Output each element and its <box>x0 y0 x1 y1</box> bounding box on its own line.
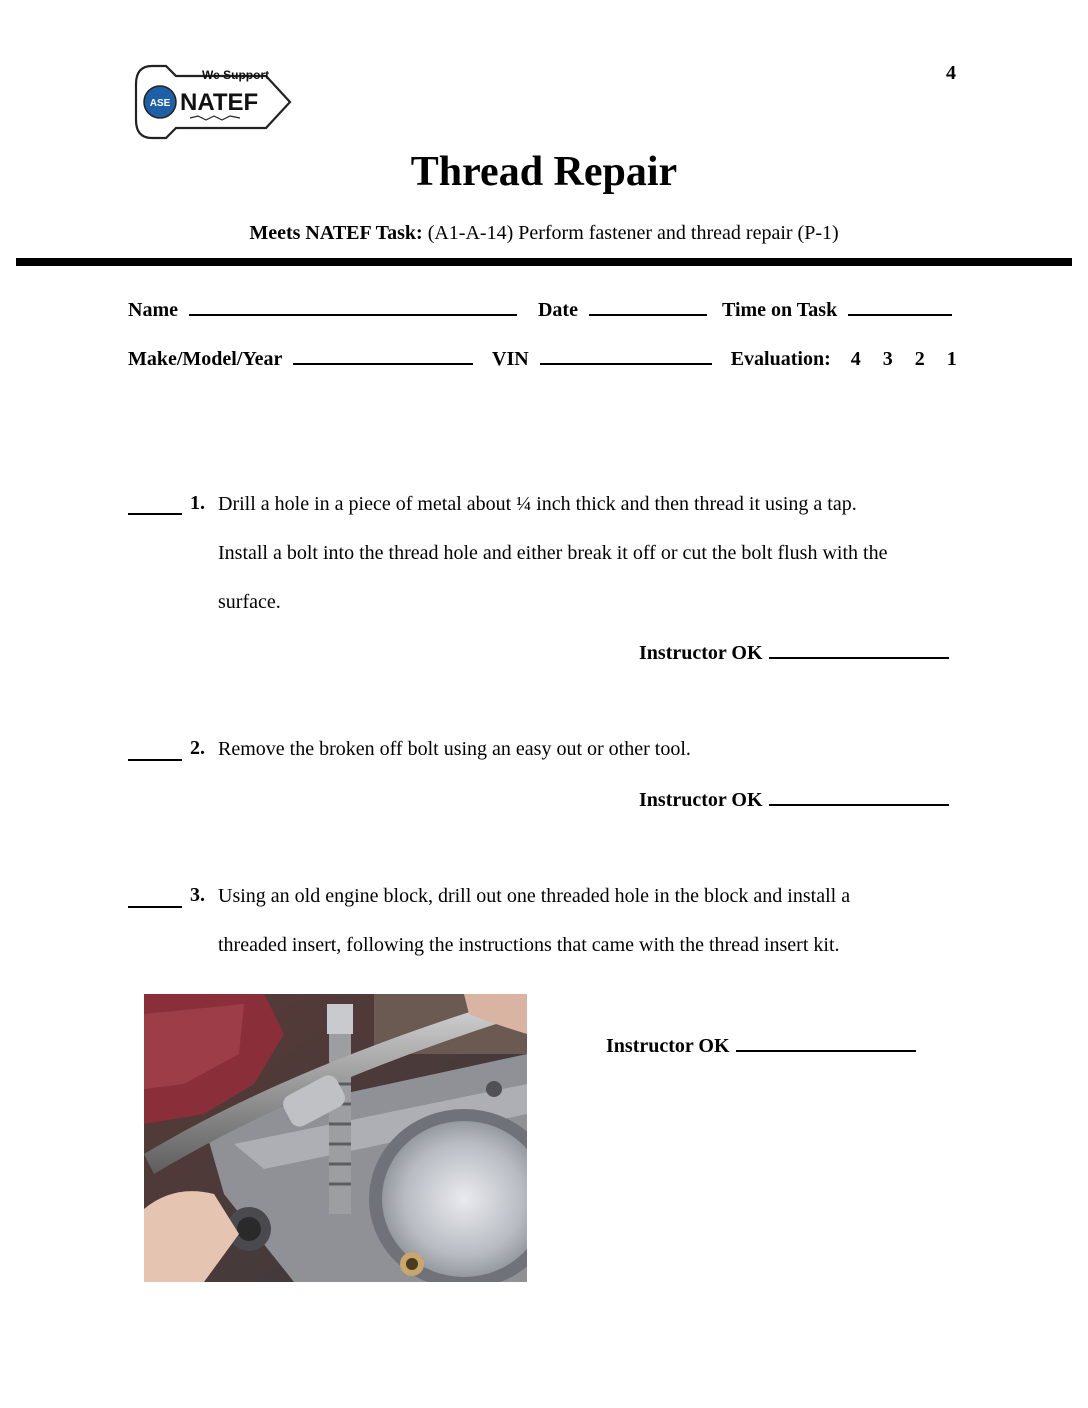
step-3-line-1: Using an old engine block, drill out one threaded hole in the block and install a <box>218 885 851 907</box>
evaluation-score-1[interactable]: 1 <box>946 348 957 370</box>
info-row-2 <box>128 345 968 371</box>
logo-top-text: We Support <box>202 68 270 82</box>
vin-field[interactable] <box>540 345 712 365</box>
page-number: 4 <box>946 62 956 84</box>
step-1-line-1: Drill a hole in a piece of metal about ¼ inch thick and then thread it using a tap. <box>218 493 857 515</box>
step-3-instructor-ok <box>606 1032 916 1058</box>
step-1-line-3: surface. <box>218 591 281 613</box>
step-3-instructor-signature[interactable] <box>736 1032 916 1052</box>
step-3-text <box>218 872 958 970</box>
natef-task-text: (A1-A-14) Perform fastener and thread repair (P-1) <box>427 222 839 244</box>
step-3-line-2: threaded insert, following the instructions that came with the thread insert kit. <box>218 934 840 956</box>
time-on-task-field[interactable] <box>848 296 952 316</box>
step-1-text <box>218 480 958 627</box>
natef-task-label: Meets NATEF Task: <box>249 222 423 244</box>
make-model-year-label: Make/Model/Year <box>128 348 283 370</box>
evaluation-score-4[interactable]: 4 <box>850 348 861 370</box>
instructor-ok-label: Instructor OK <box>639 642 763 664</box>
vin-label: VIN <box>492 348 529 370</box>
step-2-instructor-signature[interactable] <box>769 786 949 806</box>
instructor-ok-label: Instructor OK <box>639 789 763 811</box>
natef-task-line <box>0 222 1088 245</box>
step-1-instructor-ok <box>639 639 949 665</box>
step-2-instructor-ok <box>639 786 949 812</box>
info-row-1 <box>128 296 952 322</box>
step-1-checkbox-line[interactable] <box>128 513 182 515</box>
step-2-line-1: Remove the broken off bolt using an easy out or other tool. <box>218 738 691 760</box>
evaluation-score-2[interactable]: 2 <box>914 348 925 370</box>
step-3-number: 3. <box>190 884 205 906</box>
page-title: Thread Repair <box>410 149 678 195</box>
heavy-divider <box>16 258 1072 266</box>
logo-badge: ASE <box>149 98 171 109</box>
evaluation-label: Evaluation: <box>730 348 831 370</box>
make-model-year-field[interactable] <box>293 345 473 365</box>
step-2-number: 2. <box>190 737 205 759</box>
logo-main-text: NATEF <box>180 89 259 116</box>
step-2-text <box>218 725 958 774</box>
date-label: Date <box>537 299 578 321</box>
natef-logo <box>130 60 294 144</box>
name-field[interactable] <box>189 296 517 316</box>
step-1-instructor-signature[interactable] <box>769 639 949 659</box>
name-label: Name <box>128 299 178 321</box>
step-1-line-2: Install a bolt into the thread hole and either break it off or cut the bolt flush with the <box>218 542 888 564</box>
step-1-number: 1. <box>190 492 205 514</box>
date-field[interactable] <box>589 296 707 316</box>
instructor-ok-label: Instructor OK <box>606 1035 730 1057</box>
step-3-checkbox-line[interactable] <box>128 906 182 908</box>
time-on-task-label: Time on Task <box>721 299 838 321</box>
step-2-checkbox-line[interactable] <box>128 759 182 761</box>
thread-insert-photo <box>144 994 527 1282</box>
evaluation-score-3[interactable]: 3 <box>882 348 893 370</box>
